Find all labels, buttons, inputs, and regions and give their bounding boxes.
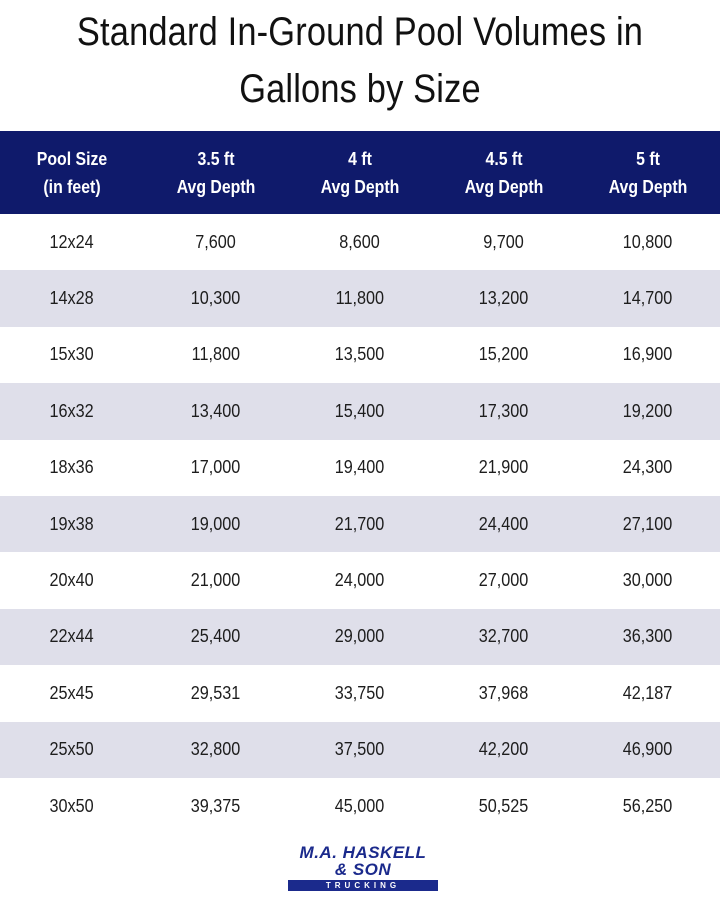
volume-cell: 10,800 — [623, 231, 673, 252]
table-row — [0, 383, 720, 439]
volume-cell: 21,000 — [191, 570, 241, 591]
volume-cell: 19,000 — [191, 513, 241, 534]
volume-cell: 42,200 — [479, 739, 529, 760]
table-row — [0, 214, 720, 270]
volume-cell: 15,400 — [335, 400, 385, 421]
volume-cell: 39,375 — [191, 795, 241, 816]
volume-cell: 13,400 — [191, 400, 241, 421]
volume-cell: 24,300 — [623, 457, 673, 478]
volume-cell: 25,400 — [191, 626, 241, 647]
volume-cell: 37,500 — [335, 739, 385, 760]
volume-cell: 7,600 — [195, 231, 237, 252]
volume-cell: 46,900 — [623, 739, 673, 760]
volume-cell: 36,300 — [623, 626, 673, 647]
logo-text-line-2: & SON — [334, 860, 392, 879]
page-title-line-1: Standard In-Ground Pool Volumes in — [76, 10, 644, 54]
volume-cell: 19,400 — [335, 457, 385, 478]
volume-cell: 15,200 — [479, 344, 529, 365]
volume-cell: 50,525 — [479, 795, 529, 816]
logo-tagline: TRUCKING — [288, 880, 438, 891]
table-header-row — [0, 131, 720, 214]
volume-cell: 21,700 — [335, 513, 385, 534]
column-header-3-5ft: 3.5 ft Avg Depth — [176, 148, 256, 197]
volume-cell: 32,700 — [479, 626, 529, 647]
volume-cell: 45,000 — [335, 795, 385, 816]
column-header-5ft: 5 ft Avg Depth — [608, 148, 688, 197]
volume-cell: 24,400 — [479, 513, 529, 534]
table-row — [0, 440, 720, 496]
volume-cell: 24,000 — [335, 570, 385, 591]
volume-cell: 17,000 — [191, 457, 241, 478]
volume-cell: 29,531 — [191, 682, 241, 703]
pool-size-cell: 12x24 — [49, 231, 95, 252]
pool-size-cell: 18x36 — [49, 457, 95, 478]
volume-cell: 16,900 — [623, 344, 673, 365]
volume-cell: 19,200 — [623, 400, 673, 421]
column-header-4-5ft: 4.5 ft Avg Depth — [464, 148, 544, 197]
table-row — [0, 665, 720, 721]
volume-cell: 30,000 — [623, 570, 673, 591]
table-row — [0, 609, 720, 665]
logo-text-line-1: M.A. HASKELL — [299, 843, 427, 862]
pool-size-cell: 22x44 — [49, 626, 95, 647]
pool-size-cell: 25x45 — [49, 682, 95, 703]
pool-size-cell: 14x28 — [49, 288, 95, 309]
volume-cell: 8,600 — [339, 231, 381, 252]
volume-cell: 27,000 — [479, 570, 529, 591]
volume-cell: 29,000 — [335, 626, 385, 647]
column-header-pool-size: Pool Size (in feet) — [36, 148, 108, 197]
table-row — [0, 778, 720, 834]
volume-cell: 33,750 — [335, 682, 385, 703]
volume-cell: 37,968 — [479, 682, 529, 703]
volume-cell: 42,187 — [623, 682, 673, 703]
volume-cell: 21,900 — [479, 457, 529, 478]
pool-size-cell: 15x30 — [49, 344, 95, 365]
volume-cell: 9,700 — [483, 231, 525, 252]
pool-size-cell: 16x32 — [49, 400, 95, 421]
page-title-line-2: Gallons by Size — [239, 67, 481, 111]
page-title — [50, 4, 669, 118]
volume-cell: 11,800 — [335, 288, 385, 309]
table-row — [0, 270, 720, 326]
column-header-4ft: 4 ft Avg Depth — [320, 148, 400, 197]
volume-cell: 11,800 — [191, 344, 241, 365]
volume-cell: 10,300 — [191, 288, 241, 309]
volume-cell: 13,200 — [479, 288, 529, 309]
company-logo — [278, 844, 448, 896]
pool-size-cell: 20x40 — [49, 570, 95, 591]
volume-cell: 27,100 — [623, 513, 673, 534]
pool-volume-table — [0, 131, 720, 834]
volume-cell: 56,250 — [623, 795, 673, 816]
volume-cell: 32,800 — [191, 739, 241, 760]
table-row — [0, 327, 720, 383]
pool-size-cell: 25x50 — [49, 739, 95, 760]
volume-cell: 17,300 — [479, 400, 529, 421]
pool-size-cell: 19x38 — [49, 513, 95, 534]
table-row — [0, 722, 720, 778]
table-row — [0, 496, 720, 552]
volume-cell: 13,500 — [335, 344, 385, 365]
volume-cell: 14,700 — [623, 288, 673, 309]
pool-size-cell: 30x50 — [49, 795, 95, 816]
table-row — [0, 552, 720, 608]
